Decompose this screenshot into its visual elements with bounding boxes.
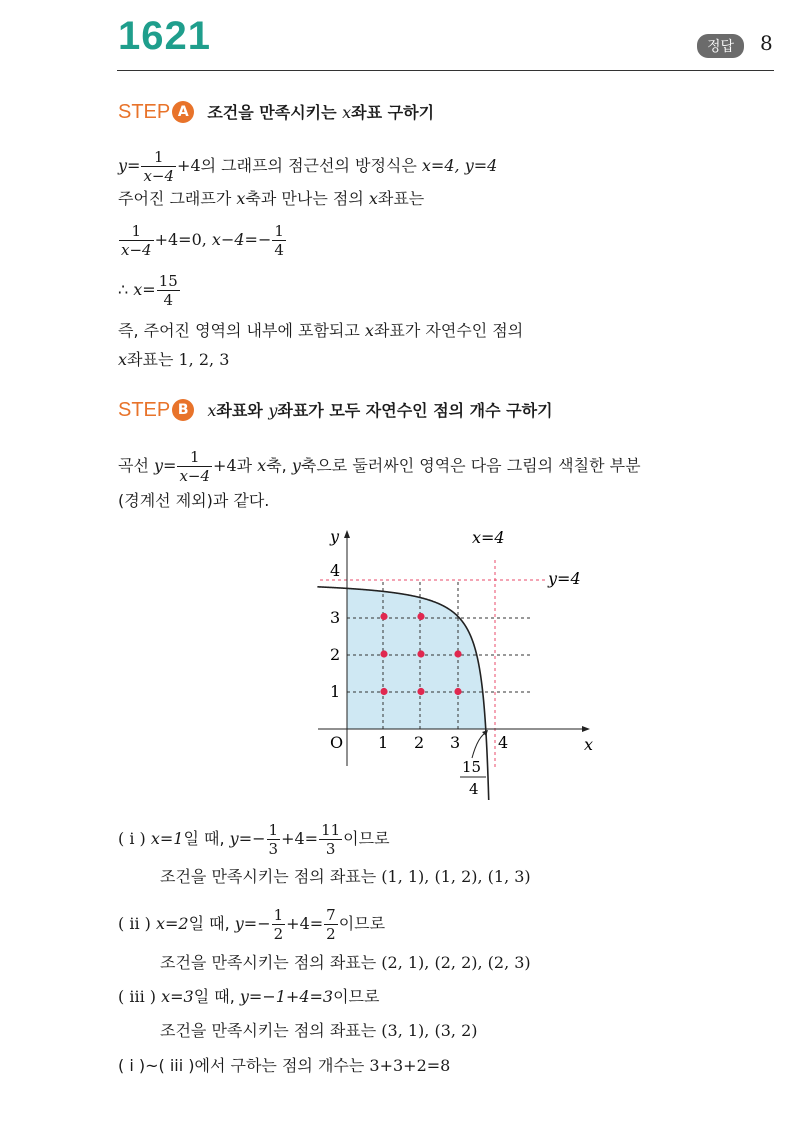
step-a-line-6: x좌표는 1, 2, 3 (118, 350, 230, 369)
step-a-line-1: y= $\frac{1}{x-4}$ +4의 그래프의 점근선의 방정식은 x=4, y=4 (118, 148, 498, 185)
answer-badge: 정답 (697, 34, 744, 58)
step-a-line-2: 주어진 그래프가 x축과 만나는 점의 x좌표는 (118, 189, 425, 208)
step-a-label: STEP (118, 101, 171, 123)
step-b-heading (118, 398, 553, 422)
region-graph (300, 522, 600, 800)
asymptote-x4-label: x=4 (472, 528, 505, 547)
case-2-result: 조건을 만족시키는 점의 좌표는 (2, 1), (2, 2), (2, 3) (160, 953, 531, 972)
root-pointer (472, 732, 487, 758)
shaded-region (347, 588, 486, 729)
lattice-point (417, 613, 424, 620)
answer-value: 8 (760, 31, 773, 55)
case-2-line: ( ii ) x=2일 때, y=− $\frac{1}{2}$ +4= $\frac{7}{2}$ 이므로 (118, 906, 386, 943)
lattice-point (380, 688, 387, 695)
step-b-badge: B (172, 399, 194, 421)
ytick-2: 2 (330, 645, 341, 664)
step-a-title: 조건을 만족시키는 x좌표 구하기 (207, 103, 435, 122)
xtick-4: 4 (498, 733, 509, 752)
lattice-point (454, 650, 461, 657)
case-3-line: ( iii ) x=3일 때, y=−1+4=3이므로 (118, 987, 380, 1006)
lattice-point (380, 613, 387, 620)
step-b-title: x좌표와 y좌표가 모두 자연수인 점의 개수 구하기 (207, 401, 553, 420)
step-b-label: STEP (118, 399, 171, 421)
case-1-result: 조건을 만족시키는 점의 좌표는 (1, 1), (1, 2), (1, 3) (160, 867, 531, 886)
step-a-line-5: 즉, 주어진 영역의 내부에 포함되고 x좌표가 자연수인 점의 (118, 321, 524, 340)
ytick-4: 4 (330, 561, 341, 580)
ytick-3: 3 (330, 608, 341, 627)
step-b-line-2: (경계선 제외)과 같다. (118, 491, 270, 510)
step-a-line-4: ∴ x= $\frac{15}{4}$ (118, 272, 178, 309)
step-a-line-3: $\frac{1}{x-4}$ +4=0, x−4=− $\frac{1}{4}$ (121, 222, 284, 259)
case-1-line: ( i ) x=1일 때, y=− $\frac{1}{3}$ +4= $\frac{11}{3}$ 이므로 (118, 821, 390, 858)
ytick-1: 1 (330, 682, 341, 701)
x-axis-label: x (584, 735, 594, 754)
y-axis-label: y (330, 527, 340, 546)
asymptote-y4-label: y=4 (548, 569, 581, 588)
y-axis-arrow (344, 530, 350, 538)
step-a-badge: A (172, 101, 194, 123)
origin-label: O (330, 733, 344, 752)
x-axis-arrow (582, 726, 590, 732)
step-b-line-1: 곡선 y= $\frac{1}{x-4}$ +4과 x축, y축으로 둘러싸인 영역은 다음 그림의 색칠한 부분 (118, 448, 641, 485)
header-divider (117, 70, 774, 71)
xtick-3: 3 (450, 733, 461, 752)
case-3-result: 조건을 만족시키는 점의 좌표는 (3, 1), (3, 2) (160, 1021, 478, 1040)
xtick-2: 2 (414, 733, 425, 752)
root-numerator: 15 (462, 758, 482, 776)
lattice-point (417, 650, 424, 657)
final-answer-line: ( i )~( iii )에서 구하는 점의 개수는 3+3+2=8 (118, 1056, 451, 1075)
lattice-point (454, 688, 461, 695)
xtick-1: 1 (378, 733, 389, 752)
step-a-heading (118, 100, 434, 124)
root-denominator: 4 (469, 780, 479, 798)
lattice-point (380, 650, 387, 657)
lattice-point (417, 688, 424, 695)
problem-number: 1621 (118, 14, 211, 58)
